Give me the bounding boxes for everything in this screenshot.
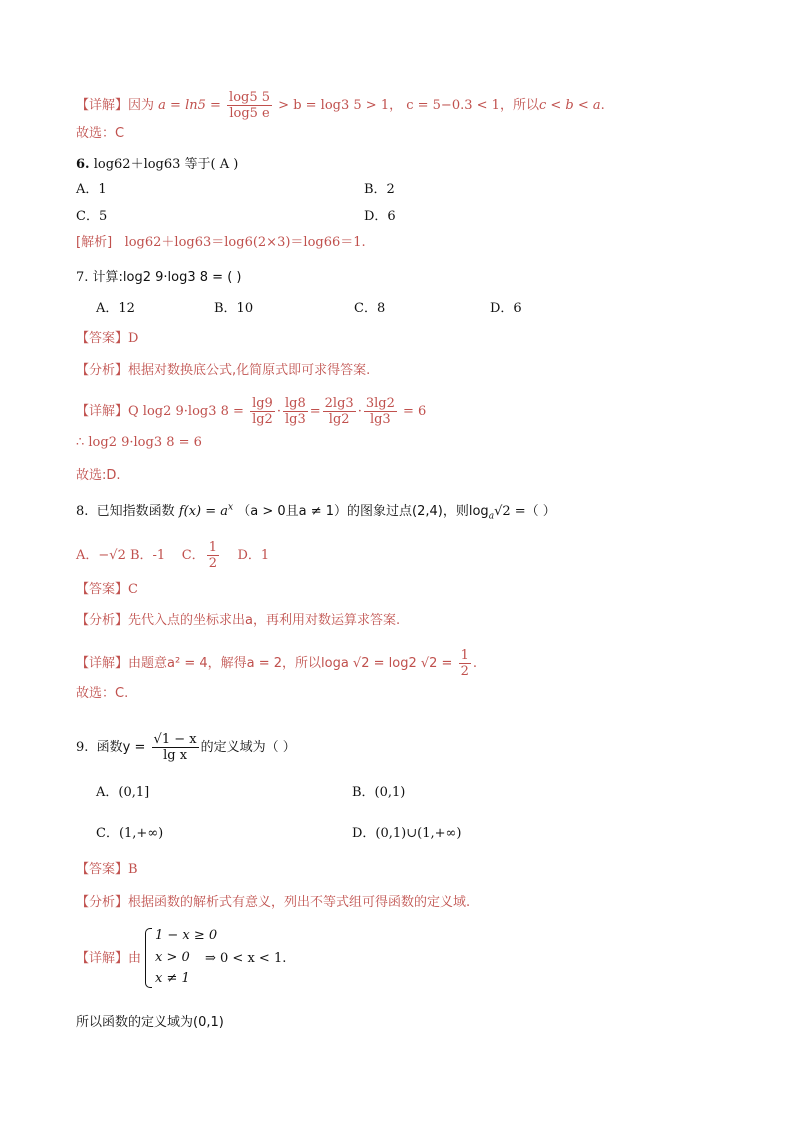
q7-frac-1: $\frac{\lg 9}{\lg 2}$ <box>252 396 273 427</box>
q8-option-c: C． <box>181 548 205 563</box>
q9-implies: ⇒ 0 < x < 1. <box>205 951 287 966</box>
q8-choice: 故选：C. <box>76 686 129 701</box>
q5-expr-a: a = ln5 = <box>158 98 221 113</box>
q8-analysis <box>76 613 400 629</box>
q7-frac-4: $\frac{3\lg 2}{\lg 3}$ <box>365 396 395 427</box>
q6-option-a: A．1 <box>76 182 107 197</box>
q8-number: 8. <box>76 504 89 519</box>
q8-stem-c: （a > 0且a ≠ 1）的图象过点(2,4)，则log <box>237 504 489 519</box>
q9-stem <box>76 732 296 763</box>
q7-choice: 故选:D. <box>76 468 121 483</box>
q6-stem <box>76 157 238 173</box>
q8-option-c-fraction: $\frac{1}{2}$ <box>208 540 217 571</box>
q6-jiexi-text: log62＋log63＝log6(2×3)＝log66＝1. <box>124 235 366 250</box>
q6-option-b: B．2 <box>364 182 395 197</box>
q8-option-b: B．-1 <box>129 548 166 563</box>
q9-analysis <box>76 895 470 911</box>
q9-fraction: $\frac{√1 - x}{\text{lg x}}$ <box>153 732 197 763</box>
q9-answer-value: B <box>128 862 138 877</box>
jiexi-tag: [解析] <box>76 235 113 250</box>
q8-stem-d: √2 =（ ） <box>494 504 556 519</box>
q8-option-a: A．−√2 <box>76 548 126 563</box>
q8-detail-fraction: $\frac{1}{2}$ <box>460 648 469 679</box>
q5-expr-c: ， c = 5−0.3 < 1 <box>389 98 500 113</box>
q6-option-c: C．5 <box>76 209 108 224</box>
q7-option-a: A．12 <box>96 301 135 316</box>
q7-frac-2: $\frac{\lg 8}{\lg 3}$ <box>284 396 306 427</box>
answer-tag: 【答案】 <box>76 331 129 346</box>
q9-detail-lead: 由 <box>128 951 142 966</box>
q6-number: 6. <box>76 157 90 172</box>
q5-choice: 故选：C <box>76 126 125 141</box>
q5-detail-line: 【详解】因为 a = ln5 = $\frac{\log 5 5}{\log 5 e}$ > b = log3 5 > 1， c = 5−0.3 < 1，所以c < b < a. <box>76 90 605 121</box>
q9-system-brace <box>145 928 152 988</box>
q8-option-d: D．1 <box>237 548 270 563</box>
q7-answer-value: D <box>128 331 139 346</box>
q7-number: 7. <box>76 270 89 285</box>
q9-number: 9. <box>76 740 89 755</box>
q8-detail-text: 由题意a² = 4，解得a = 2，所以loga √2 = log2 √2 = <box>128 656 453 671</box>
q6-stem-text: log62＋log63 等于( A ) <box>93 157 239 172</box>
q7-therefore: ∴ log2 9·log3 8 = 6 <box>76 435 202 450</box>
q7-answer <box>76 331 138 347</box>
q9-system-line-1: 1 − x ≥ 0 <box>155 928 218 943</box>
q5-fraction: $\frac{\log 5 5}{\log 5 e}$ <box>229 90 271 121</box>
q9-option-b: B．(0,1) <box>352 785 406 800</box>
q8-options <box>76 540 269 571</box>
q8-analysis-text: 先代入点的坐标求出a，再利用对数运算求答案. <box>128 613 401 628</box>
q8-stem-a: 已知指数函数 <box>96 504 175 519</box>
q9-option-a: A．(0,1] <box>96 785 150 800</box>
detail-tag: 【详解】 <box>76 656 129 671</box>
q7-option-c: C．8 <box>354 301 386 316</box>
q7-detail-result: = 6 <box>403 404 427 419</box>
analysis-tag: 【分析】 <box>76 613 129 628</box>
q9-answer <box>76 862 138 878</box>
q7-detail-prefix: Q log2 9·log3 8 = <box>128 404 244 419</box>
q8-answer <box>76 582 138 598</box>
answer-tag: 【答案】 <box>76 862 129 877</box>
q5-expr-b: > b = log3 5 > 1 <box>278 98 390 113</box>
q9-system-line-2: x > 0 <box>155 950 190 965</box>
q5-detail-tail: ，所以 <box>499 98 539 113</box>
q9-stem-b: 的定义域为（ ） <box>200 740 296 755</box>
q8-stem-b: f(x) = a <box>178 504 229 519</box>
q8-stem: 8. 已知指数函数 $f(x) = a^x$ （a > 0且a ≠ 1）的图象过点(2,4)，则$\log_a√2$ =（ ） <box>76 502 556 522</box>
q9-option-d: D．(0,1)∪(1,+∞) <box>352 826 462 841</box>
detail-tag: 【详解】 <box>76 404 129 419</box>
q5-detail-lead: 因为 <box>128 98 155 113</box>
q8-detail: 【详解】由题意a² = 4，解得a = 2，所以loga √2 = log2 √2 = $\frac{1}{2}$ . <box>76 648 478 679</box>
q9-option-c: C．(1,+∞) <box>96 826 164 841</box>
q9-stem-a: 函数y = <box>96 740 146 755</box>
q8-answer-value: C <box>128 582 138 597</box>
q9-analysis-text: 根据函数的解析式有意义，列出不等式组可得函数的定义域. <box>128 895 471 910</box>
q9-conclusion: 所以函数的定义域为(0,1) <box>76 1015 224 1030</box>
q7-option-b: B．10 <box>214 301 254 316</box>
q6-option-d: D．6 <box>364 209 396 224</box>
q9-detail <box>76 951 141 967</box>
q7-detail: 【详解】Q log2 9·log3 8 = $\frac{\lg 9}{\lg 2}$ · $\frac{\lg 8}{\lg 3}$ = $\frac{2\lg 3}{\lg 2}$ · $\frac{3\lg 2}{\lg 3}$ = 6 <box>76 396 427 427</box>
q7-option-d: D．6 <box>490 301 522 316</box>
detail-tag: 【详解】 <box>76 98 129 113</box>
q7-frac-3: $\frac{2\lg 3}{\lg 2}$ <box>324 396 354 427</box>
analysis-tag: 【分析】 <box>76 363 129 378</box>
q7-analysis-text: 根据对数换底公式,化简原式即可求得答案. <box>128 363 371 378</box>
q6-jiexi <box>76 235 366 251</box>
detail-tag: 【详解】 <box>76 951 129 966</box>
q5-conclusion: c < b < a <box>538 98 601 113</box>
analysis-tag: 【分析】 <box>76 895 129 910</box>
answer-tag: 【答案】 <box>76 582 129 597</box>
q7-analysis <box>76 363 370 379</box>
q7-stem <box>76 270 241 286</box>
q9-system-line-3: x ≠ 1 <box>155 971 190 986</box>
q7-stem-text: 计算:log2 9·log3 8 = ( ) <box>92 270 242 285</box>
